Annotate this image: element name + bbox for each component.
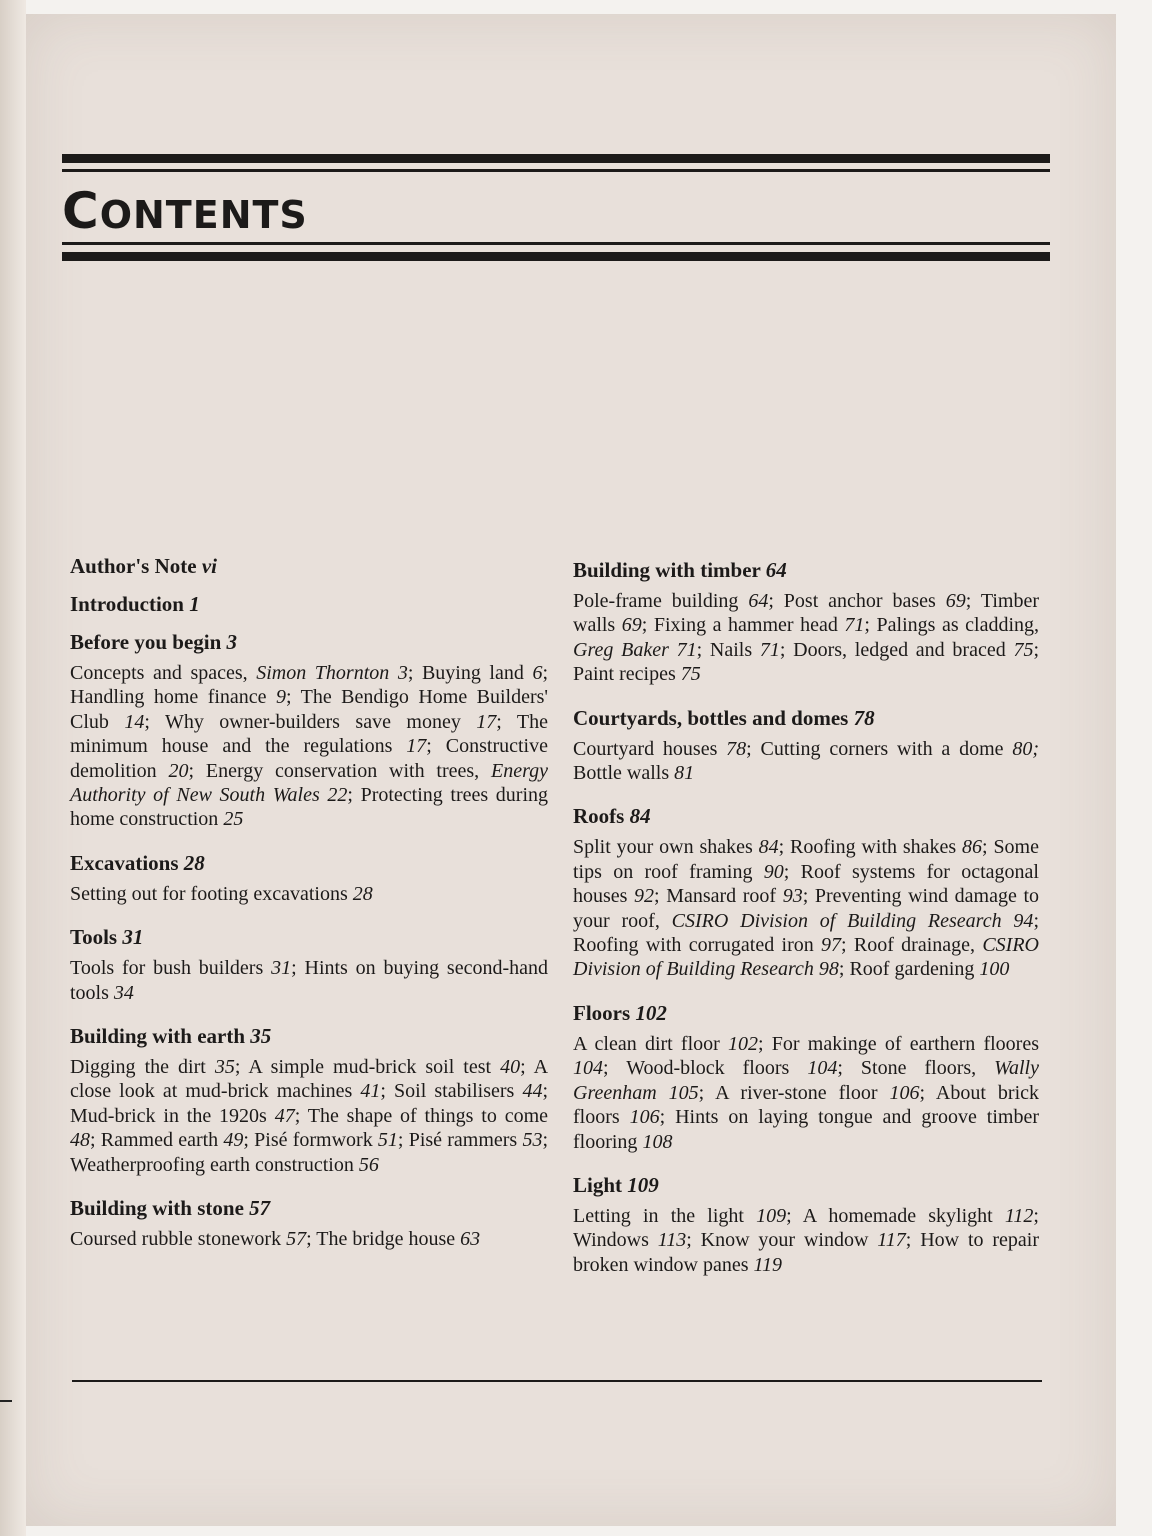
- entry-text: ; Doors, ledged and braced: [779, 638, 1014, 661]
- section-title-text: Introduction: [70, 592, 184, 616]
- section-gap: [70, 832, 548, 850]
- entry-page-ref: 92: [634, 885, 655, 908]
- entry-text: ; How to repair broken window panes: [573, 1229, 1040, 1276]
- section-title: [70, 924, 548, 950]
- toc-section: [70, 591, 548, 617]
- entry-text: ; Protecting trees during home construction: [70, 784, 548, 831]
- entry-page-ref: Greg Baker 71: [573, 638, 697, 661]
- entry-page-ref: 28: [352, 882, 373, 905]
- toc-section: [70, 1023, 548, 1177]
- entry-page-ref: 17: [406, 735, 427, 758]
- entry-page-ref: 25: [223, 808, 244, 831]
- section-gap: [70, 1005, 548, 1023]
- section-entries: [573, 589, 1039, 687]
- entry-page-ref: 108: [642, 1130, 673, 1153]
- section-title-text: Excavations: [70, 850, 179, 875]
- section-page-number: 31: [122, 925, 144, 950]
- entry-text: ; Cutting corners with a dome: [746, 737, 1013, 760]
- section-gap: [70, 617, 548, 629]
- entry-text: Digging the dirt: [70, 1056, 215, 1079]
- entry-page-ref: CSIRO Division of Building Research 98: [573, 934, 1039, 981]
- entry-page-ref: 109: [756, 1204, 787, 1227]
- entry-text: A clean dirt floor: [573, 1032, 729, 1055]
- entry-page-ref: 80;: [1012, 737, 1039, 760]
- page-title: [62, 182, 308, 240]
- entry-page-ref: 47: [274, 1104, 295, 1127]
- entry-text: ; Some tips on roof framing: [573, 836, 1039, 883]
- entry-page-ref: 113: [657, 1229, 687, 1252]
- toc-section: [70, 553, 548, 579]
- entry-text: ; A homemade skylight: [786, 1204, 1005, 1227]
- section-title-text: Building with timber: [573, 558, 761, 582]
- entry-text: ; Windows: [573, 1204, 1039, 1252]
- toc-section: [70, 850, 548, 906]
- entry-text: ; Preventing wind damage to your roof,: [573, 885, 1040, 932]
- toc-section: [573, 557, 1039, 687]
- section-title-text: Light: [573, 1172, 623, 1197]
- section-page-number: vi: [201, 554, 217, 578]
- entry-page-ref: Simon Thornton 3: [256, 662, 408, 684]
- section-gap: [573, 687, 1039, 705]
- contents-right-column: [573, 557, 1039, 1277]
- entry-text: ; Mansard roof: [654, 885, 783, 908]
- entry-page-ref: 71: [759, 638, 780, 661]
- section-page-number: 3: [226, 630, 238, 654]
- section-title-text: Building with stone: [70, 1196, 244, 1221]
- section-title: [70, 1195, 548, 1221]
- entry-text: Pole-frame building: [573, 590, 749, 612]
- entry-text: ; The Bendigo Home Builders' Club: [70, 686, 548, 733]
- entry-text: ; Know your window: [686, 1229, 878, 1252]
- entry-text: ; For makinge of earthern floores: [758, 1032, 1039, 1055]
- entry-page-ref: 6: [532, 662, 543, 684]
- entry-text: ; Handling home finance: [70, 662, 548, 709]
- section-page-number: 64: [765, 558, 787, 582]
- toc-section: [573, 803, 1039, 981]
- section-page-number: 1: [189, 592, 200, 616]
- entry-text: ; A river-stone floor: [698, 1081, 890, 1104]
- entry-text: ; The bridge house: [306, 1228, 461, 1251]
- entry-text: ; Hints on laying tongue and groove timber flooring: [573, 1106, 1039, 1153]
- entry-text: ; Constructive demolition: [70, 735, 548, 782]
- entry-page-ref: 100: [979, 958, 1010, 981]
- title-rest: ONTENTS: [99, 193, 308, 237]
- entry-text: ; Post anchor bases: [768, 590, 946, 612]
- entry-page-ref: 102: [728, 1032, 759, 1055]
- footer-rule: [72, 1380, 1042, 1382]
- entry-text: ; Wood-block floors: [603, 1057, 808, 1080]
- entry-text: Bottle walls: [573, 762, 675, 785]
- entry-text: ; Pisé rammers: [397, 1129, 523, 1152]
- entry-text: ; Roofing with corrugated iron: [573, 909, 1039, 957]
- entry-page-ref: 51: [377, 1129, 398, 1152]
- entry-text: ; The minimum house and the regulations: [70, 710, 548, 758]
- bottom-rule-thin: [62, 242, 1050, 245]
- entry-text: ; A close look at mud-brick machines: [70, 1056, 549, 1103]
- top-rule-thin: [62, 169, 1050, 172]
- entry-text: ; Paint recipes: [573, 638, 1039, 686]
- entry-page-ref: 97: [821, 934, 842, 957]
- entry-page-ref: 14: [124, 710, 145, 733]
- entry-text: Courtyard houses: [573, 737, 727, 760]
- entry-page-ref: 90: [763, 860, 784, 883]
- entry-text: ; About brick floors: [573, 1081, 1040, 1129]
- section-title: [573, 557, 1039, 583]
- entry-page-ref: 53: [522, 1129, 543, 1152]
- section-title: [70, 629, 548, 655]
- toc-section: [70, 1195, 548, 1251]
- section-entries: [573, 835, 1039, 981]
- entry-page-ref: 57: [286, 1228, 307, 1251]
- section-title-text: Floors: [573, 1000, 631, 1025]
- section-gap: [573, 1154, 1039, 1172]
- entry-page-ref: 71: [844, 614, 865, 637]
- section-entries: [573, 1032, 1039, 1154]
- section-title: [70, 850, 548, 876]
- entry-text: ; A simple mud-brick soil test: [234, 1056, 501, 1079]
- section-entries: [70, 1055, 548, 1177]
- entry-text: ; Soil stabilisers: [380, 1080, 523, 1103]
- entry-text: ; Hints on buying second-hand tools: [70, 957, 549, 1004]
- bottom-rule-thick: [62, 252, 1050, 261]
- entry-text: ; Weatherproofing earth construction: [70, 1129, 548, 1176]
- entry-text: ; Pisé formwork: [243, 1129, 378, 1152]
- entry-text: Tools for bush builders: [70, 957, 272, 980]
- entry-text: ; Roof drainage,: [841, 934, 983, 957]
- entry-text: Setting out for footing excavations: [70, 882, 353, 905]
- section-page-number: 109: [627, 1172, 659, 1197]
- section-page-number: 84: [629, 804, 651, 829]
- entry-page-ref: 44: [522, 1080, 543, 1103]
- section-title: [573, 1000, 1039, 1026]
- section-gap: [70, 579, 548, 591]
- entry-text: ; The shape of things to come: [294, 1104, 548, 1127]
- entry-page-ref: 104: [807, 1057, 838, 1080]
- entry-page-ref: 56: [358, 1153, 379, 1176]
- section-title: [70, 553, 548, 579]
- section-title-text: Roofs: [573, 804, 625, 829]
- entry-page-ref: 119: [753, 1253, 783, 1276]
- entry-page-ref: 63: [460, 1228, 481, 1251]
- entry-text: ; Palings as cladding,: [864, 614, 1040, 637]
- section-gap: [573, 982, 1039, 1000]
- section-entries: [70, 882, 548, 906]
- entry-page-ref: Wally Greenham 105: [573, 1057, 1039, 1104]
- section-title: [573, 1172, 1039, 1198]
- entry-page-ref: 104: [573, 1057, 603, 1080]
- entry-text: Coursed rubble stonework: [70, 1228, 287, 1251]
- section-title-text: Author's Note: [70, 554, 197, 578]
- entry-page-ref: 112: [1004, 1204, 1034, 1227]
- spine-mark: [0, 1400, 12, 1402]
- entry-page-ref: 34: [113, 981, 134, 1004]
- entry-page-ref: 69: [945, 590, 966, 612]
- section-title: [573, 705, 1039, 731]
- entry-page-ref: CSIRO Division of Building Research 94: [671, 909, 1034, 932]
- section-page-number: 102: [635, 1000, 667, 1025]
- entry-page-ref: 117: [877, 1229, 906, 1252]
- entry-page-ref: 75: [680, 663, 701, 686]
- entry-text: Split your own shakes: [573, 836, 759, 859]
- section-page-number: 28: [183, 850, 205, 875]
- book-spine-edge: [0, 0, 26, 1536]
- entry-page-ref: 93: [782, 885, 803, 908]
- section-gap: [70, 906, 548, 924]
- entry-text: ; Roof gardening: [838, 958, 980, 981]
- entry-page-ref: 106: [629, 1106, 660, 1129]
- entry-text: ; Timber walls: [573, 590, 1039, 637]
- entry-text: ; Stone floors,: [837, 1057, 995, 1080]
- entry-page-ref: 41: [360, 1080, 381, 1103]
- entry-page-ref: 84: [758, 836, 779, 859]
- section-entries: [573, 1204, 1039, 1277]
- entry-page-ref: 81: [674, 762, 695, 785]
- entry-page-ref: 48: [70, 1129, 90, 1152]
- section-title-text: Tools: [70, 925, 118, 950]
- entry-text: Concepts and spaces,: [70, 662, 257, 684]
- entry-text: ; Roofing with shakes: [778, 836, 963, 859]
- section-entries: [573, 737, 1039, 786]
- entry-text: ; Fixing a hammer head: [641, 614, 845, 637]
- section-gap: [573, 785, 1039, 803]
- toc-section: [573, 1000, 1039, 1154]
- entry-page-ref: 86: [962, 836, 983, 859]
- entry-page-ref: 20: [168, 759, 189, 782]
- title-initial: C: [62, 182, 100, 240]
- section-title-text: Courtyards, bottles and domes: [573, 705, 849, 730]
- section-entries: [70, 661, 548, 832]
- top-rule-thick: [62, 154, 1050, 163]
- entry-page-ref: 106: [889, 1081, 920, 1104]
- section-entries: [70, 956, 548, 1005]
- entry-page-ref: 40: [500, 1056, 521, 1079]
- section-page-number: 78: [853, 705, 875, 730]
- section-title: [70, 1023, 548, 1049]
- contents-left-column: [70, 553, 548, 1252]
- entry-page-ref: 75: [1013, 638, 1034, 661]
- entry-text: ; Buying land: [407, 662, 533, 684]
- toc-section: [573, 1172, 1039, 1277]
- toc-section: [70, 924, 548, 1005]
- entry-page-ref: 17: [476, 710, 497, 733]
- section-title: [70, 591, 548, 617]
- entry-page-ref: 31: [271, 957, 292, 980]
- section-page-number: 57: [249, 1196, 271, 1221]
- section-title: [573, 803, 1039, 829]
- entry-page-ref: 9: [275, 686, 286, 709]
- section-entries: [70, 1227, 548, 1251]
- entry-page-ref: 49: [223, 1129, 244, 1152]
- entry-page-ref: 78: [726, 737, 747, 760]
- section-page-number: 35: [250, 1024, 272, 1049]
- entry-text: ; Energy conservation with trees,: [188, 759, 491, 782]
- entry-text: ; Why owner-builders save money: [144, 710, 477, 733]
- section-title-text: Building with earth: [70, 1024, 246, 1049]
- entry-text: ; Nails: [696, 638, 760, 661]
- entry-text: ; Roof systems for octagonal houses: [573, 860, 1039, 908]
- entry-text: ; Mud-brick in the 1920s: [70, 1080, 548, 1127]
- section-gap: [70, 1177, 548, 1195]
- toc-section: [573, 705, 1039, 786]
- toc-section: [70, 629, 548, 832]
- entry-text: Letting in the light: [573, 1204, 757, 1227]
- section-title-text: Before you begin: [70, 630, 222, 654]
- entry-page-ref: 64: [748, 590, 769, 612]
- entry-page-ref: 35: [214, 1056, 235, 1079]
- entry-page-ref: 69: [621, 614, 642, 637]
- entry-text: ; Rammed earth: [90, 1129, 224, 1152]
- entry-page-ref: Energy Authority of New South Wales 22: [70, 759, 548, 807]
